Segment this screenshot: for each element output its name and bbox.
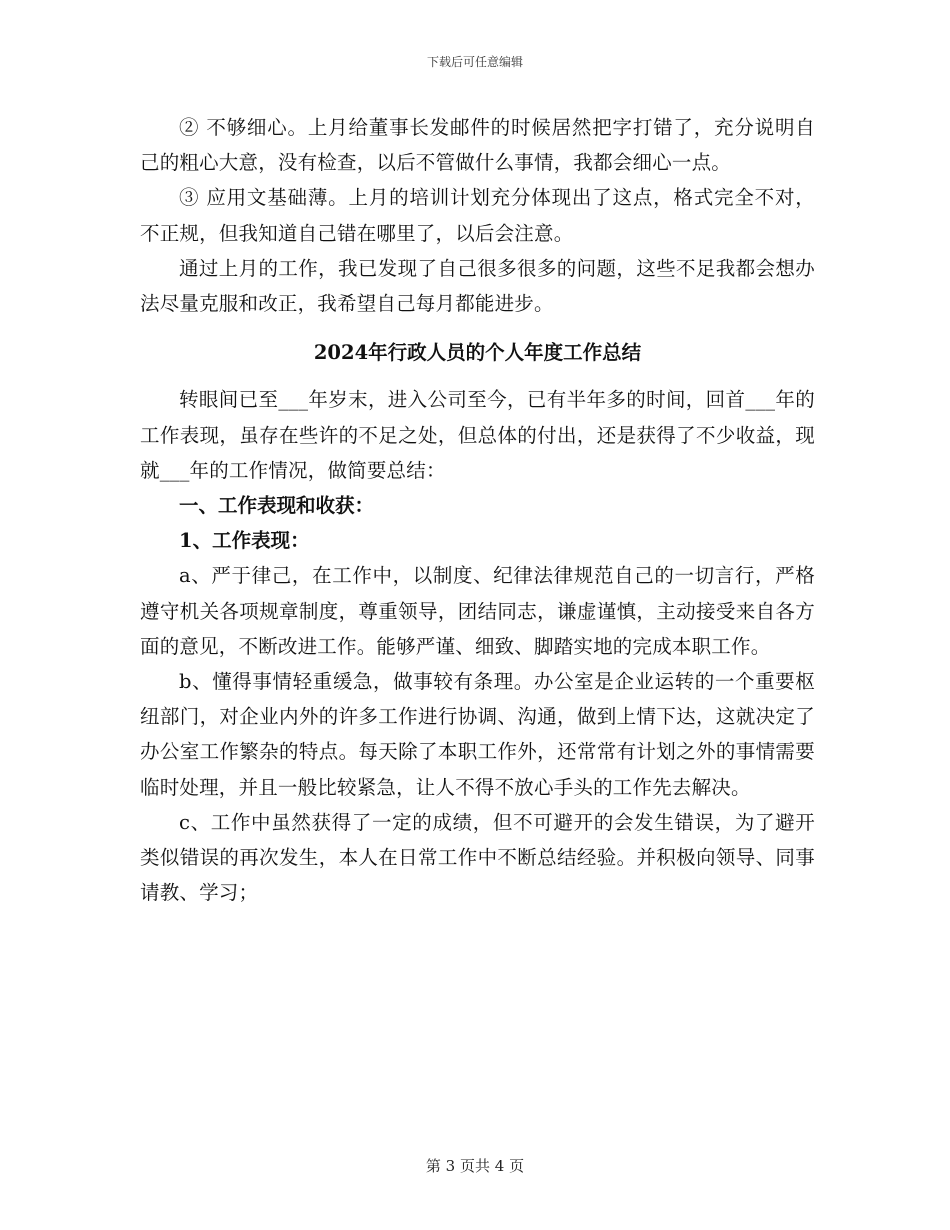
paragraph-carelessness: ② 不够细心。上月给董事长发邮件的时候居然把字打错了，充分说明自己的粗心大意，没有检查，以后不管做什么事情，我都会细心一点。 — [140, 116, 815, 175]
subsection-heading-work-performance: 1、工作表现： — [179, 529, 310, 553]
list-item-a: a、严于律己，在工作中，以制度、纪律法律规范自己的一切言行，严格遵守机关各项规章制度，尊重领导，团结同志，谦虚谨慎，主动接受来自各方面的意见，不断改进工作。能够严谨、细致、脚踏实地的完成本职工作。 — [140, 564, 815, 658]
list-item-b: b、懂得事情轻重缓急，做事较有条理。办公室是企业运转的一个重要枢纽部门，对企业内外的许多工作进行协调、沟通，做到上情下达，这就决定了办公室工作繁杂的特点。每天除了本职工作外，还常常有计划之外的事情需要临时处理，并且一般比较紧急，让人不得不放心手头的工作先去解决。 — [140, 670, 815, 799]
document-body — [140, 110, 815, 910]
paragraph-monthly-reflection: 通过上月的工作，我已发现了自己很多很多的问题，这些不足我都会想办法尽量克服和改正，我希望自己每月都能进步。 — [140, 256, 815, 316]
document-title: 2024年行政人员的个人年度工作总结 — [313, 341, 642, 365]
list-item-c: c、工作中虽然获得了一定的成绩，但不可避开的会发生错误，为了避开类似错误的再次发生，本人在日常工作中不断总结经验。并积极向领导、同事请教、学习； — [140, 810, 815, 905]
page-header-note: 下载后可任意编辑 — [426, 55, 523, 69]
paragraph-intro: 转眼间已至___年岁末，进入公司至今，已有半年多的时间，回首___年的工作表现，虽存在些许的不足之处，但总体的付出，还是获得了不少收益，现就___年的工作情况，做简要总结： — [140, 388, 815, 482]
paragraph-writing-basics: ③ 应用文基础薄。上月的培训计划充分体现出了这点，格式完全不对，不正规，但我知道自己错在哪里了，以后会注意。 — [140, 186, 815, 245]
page-footer: 第 3 页共 4 页 — [425, 1157, 525, 1175]
section-heading-performance: 一、工作表现和收获： — [179, 494, 375, 518]
